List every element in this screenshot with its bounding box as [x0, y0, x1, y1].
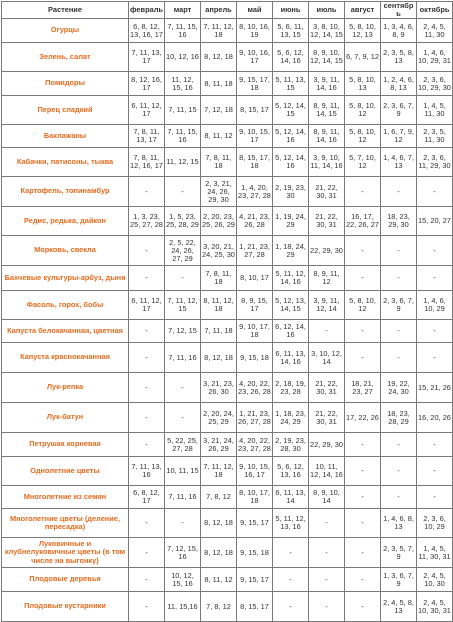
header-month: сентябрь	[381, 2, 417, 19]
day-cell: 8, 15, 17	[237, 96, 273, 125]
day-cell: -	[129, 343, 165, 373]
day-cell: 6, 12, 14, 16	[273, 320, 309, 343]
day-cell: 7, 8, 11, 18	[201, 266, 237, 291]
day-cell: -	[309, 592, 345, 622]
day-cell: 5, 6, 12, 14, 16	[273, 43, 309, 72]
day-cell: 21, 22, 30, 31	[309, 373, 345, 403]
day-cell: 5, 8, 10, 12	[345, 125, 381, 148]
day-cell: 6, 11, 12, 17	[129, 96, 165, 125]
day-cell: 2, 20, 24, 25, 29	[201, 403, 237, 433]
day-cell: 5, 11, 12, 14, 16	[273, 266, 309, 291]
day-cell: 7, 11, 13, 17	[129, 43, 165, 72]
table-row	[2, 207, 453, 236]
day-cell: -	[129, 538, 165, 568]
day-cell: -	[381, 457, 417, 486]
day-cell: 4, 21, 23, 26, 28	[237, 207, 273, 236]
day-cell: 1, 4, 6, 8, 13	[381, 509, 417, 538]
day-cell: 1, 3, 6, 7, 9	[381, 568, 417, 592]
day-cell: -	[165, 177, 201, 207]
day-cell: 8, 12, 18	[201, 43, 237, 72]
day-cell: 2, 4, 5, 8, 13	[381, 592, 417, 622]
day-cell: 8, 9, 11, 12	[309, 266, 345, 291]
day-cell: -	[417, 236, 453, 266]
day-cell: 8, 12, 18	[201, 538, 237, 568]
day-cell: 2, 5, 22, 24, 26, 27, 29	[165, 236, 201, 266]
day-cell: -	[129, 236, 165, 266]
day-cell: -	[381, 236, 417, 266]
day-cell: 2, 4, 5, 10, 30	[417, 568, 453, 592]
table-row	[2, 177, 453, 207]
day-cell: 1, 18, 24, 29	[273, 236, 309, 266]
table-row	[2, 343, 453, 373]
table-row	[2, 592, 453, 622]
header-month: июль	[309, 2, 345, 19]
table-row	[2, 433, 453, 457]
day-cell: 5, 12, 14, 16	[273, 125, 309, 148]
day-cell: -	[129, 373, 165, 403]
table-row	[2, 403, 453, 433]
day-cell: 8, 11, 12	[201, 125, 237, 148]
day-cell: -	[345, 486, 381, 509]
day-cell: 9, 15, 18	[237, 538, 273, 568]
table-row	[2, 148, 453, 177]
day-cell: 7, 11, 15, 16	[165, 125, 201, 148]
day-cell: 7, 11, 16	[165, 486, 201, 509]
day-cell: -	[273, 568, 309, 592]
day-cell: 1, 5, 23, 25, 28, 29	[165, 207, 201, 236]
header-month: май	[237, 2, 273, 19]
day-cell: 5, 12, 13, 14, 15	[273, 291, 309, 320]
day-cell: 7, 11, 15, 16	[165, 19, 201, 43]
day-cell: 5, 11, 12, 13, 16	[273, 509, 309, 538]
day-cell: 1, 3, 23, 25, 27, 28	[129, 207, 165, 236]
day-cell: -	[273, 592, 309, 622]
day-cell: 5, 22, 25, 27, 28	[165, 433, 201, 457]
day-cell: -	[381, 433, 417, 457]
day-cell: 8, 9, 11, 14, 16	[309, 125, 345, 148]
day-cell: 2, 3, 6, 10, 29	[417, 509, 453, 538]
plant-name: Плодовые кустарники	[2, 592, 129, 622]
day-cell: 10, 12, 16	[165, 43, 201, 72]
day-cell: 7, 11, 13, 16	[129, 457, 165, 486]
plant-name: Баклажаны	[2, 125, 129, 148]
day-cell: 6, 11, 13, 14, 16	[273, 343, 309, 373]
day-cell: 6, 8, 12, 13, 16, 17	[129, 19, 165, 43]
day-cell: -	[129, 266, 165, 291]
plant-name: Многолетние цветы (деление, пересадка)	[2, 509, 129, 538]
day-cell: 21, 22, 30, 31	[309, 177, 345, 207]
day-cell: 7, 11, 16	[165, 343, 201, 373]
day-cell: -	[309, 320, 345, 343]
day-cell: 1, 4, 6, 7, 13	[381, 148, 417, 177]
day-cell: 2, 20, 23, 25, 26, 29	[201, 207, 237, 236]
table-row	[2, 291, 453, 320]
table-row	[2, 266, 453, 291]
day-cell: 5, 12, 14, 16	[273, 148, 309, 177]
day-cell: 18, 23, 29, 30	[381, 207, 417, 236]
table-row	[2, 486, 453, 509]
table-row	[2, 568, 453, 592]
day-cell: 5, 8, 10, 12	[345, 96, 381, 125]
table-row	[2, 96, 453, 125]
day-cell: 7, 11, 12, 15	[165, 291, 201, 320]
day-cell: -	[345, 509, 381, 538]
day-cell: 15, 21, 26	[417, 373, 453, 403]
day-cell: 8, 9, 15, 17	[237, 291, 273, 320]
day-cell: 11, 12, 15, 16	[165, 72, 201, 96]
day-cell: 5, 6, 12, 13, 16	[273, 457, 309, 486]
day-cell: 6, 11, 12, 17	[129, 291, 165, 320]
day-cell: -	[129, 568, 165, 592]
day-cell: 5, 12, 14, 15	[273, 96, 309, 125]
day-cell: 6, 7, 9, 12	[345, 43, 381, 72]
table-row	[2, 373, 453, 403]
day-cell: 1, 21, 23, 26, 27, 28	[237, 403, 273, 433]
day-cell: 9, 15, 18	[237, 343, 273, 373]
day-cell: 6, 11, 13, 14	[273, 486, 309, 509]
table-row	[2, 72, 453, 96]
day-cell: 8, 10, 17, 18	[237, 486, 273, 509]
day-cell: 7, 8, 11, 12, 16, 17	[129, 148, 165, 177]
day-cell: 9, 10, 15, 16, 17	[237, 457, 273, 486]
day-cell: 5, 6, 11, 13, 15	[273, 19, 309, 43]
day-cell: 8, 9, 10, 12, 14, 15	[309, 43, 345, 72]
day-cell: 2, 18, 19, 23, 28	[273, 373, 309, 403]
day-cell: -	[165, 403, 201, 433]
day-cell: -	[345, 433, 381, 457]
day-cell: 8, 10, 17	[237, 266, 273, 291]
day-cell: -	[165, 373, 201, 403]
day-cell: -	[309, 538, 345, 568]
day-cell: 11, 15,16	[165, 592, 201, 622]
day-cell: 2, 3, 5, 8, 13	[381, 43, 417, 72]
day-cell: -	[345, 320, 381, 343]
day-cell: 8, 12, 18	[201, 343, 237, 373]
plant-name: Петрушка корневая	[2, 433, 129, 457]
day-cell: 5, 11, 13, 15	[273, 72, 309, 96]
day-cell: 19, 22, 24, 30	[381, 373, 417, 403]
plant-name: Огурцы	[2, 19, 129, 43]
day-cell: 8, 15, 17	[237, 592, 273, 622]
day-cell: 5, 8, 10, 12, 13	[345, 19, 381, 43]
day-cell: 3, 8, 10, 12, 14, 15	[309, 19, 345, 43]
day-cell: 4, 20, 22, 23, 26, 28	[237, 373, 273, 403]
day-cell: -	[309, 509, 345, 538]
day-cell: 2, 3, 6, 11, 29, 30	[417, 148, 453, 177]
plant-name: Однолетние цветы	[2, 457, 129, 486]
plant-name: Бахчевые культуры-арбуз, дыня	[2, 266, 129, 291]
day-cell: 2, 3, 6, 10, 29, 30	[417, 72, 453, 96]
day-cell: 3, 20, 21, 24, 25, 30	[201, 236, 237, 266]
day-cell: 8, 10, 16, 19	[237, 19, 273, 43]
day-cell: 7, 11, 15	[165, 96, 201, 125]
header-month: июнь	[273, 2, 309, 19]
day-cell: 2, 4, 5, 10, 30, 31	[417, 592, 453, 622]
day-cell: -	[417, 433, 453, 457]
day-cell: 3, 9, 11, 12, 14	[309, 291, 345, 320]
plant-name: Помидоры	[2, 72, 129, 96]
day-cell: 3, 10, 12, 14	[309, 343, 345, 373]
plant-name: Лук-репка	[2, 373, 129, 403]
day-cell: 9, 10, 17, 18	[237, 320, 273, 343]
day-cell: -	[165, 266, 201, 291]
day-cell: 3, 21, 23, 26, 30	[201, 373, 237, 403]
day-cell: 3, 9, 11, 14, 16	[309, 72, 345, 96]
day-cell: 15, 20, 27	[417, 207, 453, 236]
header-month: март	[165, 2, 201, 19]
table-row	[2, 457, 453, 486]
day-cell: -	[129, 592, 165, 622]
day-cell: -	[129, 433, 165, 457]
day-cell: 5, 8, 10, 13	[345, 72, 381, 96]
day-cell: 2, 19, 23, 28, 30	[273, 433, 309, 457]
day-cell: 10, 11, 12, 14, 16	[309, 457, 345, 486]
day-cell: -	[381, 320, 417, 343]
plant-name: Перец сладкий	[2, 96, 129, 125]
day-cell: 7, 12, 18	[201, 96, 237, 125]
day-cell: 1, 2, 4, 6, 8, 13	[381, 72, 417, 96]
day-cell: 1, 4, 6, 10, 29, 31	[417, 43, 453, 72]
day-cell: -	[345, 592, 381, 622]
header-plant: Растение	[2, 2, 129, 19]
day-cell: 8, 12, 18	[201, 509, 237, 538]
day-cell: 5, 8, 10, 12	[345, 291, 381, 320]
day-cell: 22, 29, 30	[309, 236, 345, 266]
day-cell: -	[129, 403, 165, 433]
day-cell: 8, 9, 10, 14	[309, 486, 345, 509]
day-cell: 7, 11, 18	[201, 320, 237, 343]
plant-name: Кабачки, патисоны, тыква	[2, 148, 129, 177]
day-cell: 7, 8, 11, 18	[201, 148, 237, 177]
table-row	[2, 320, 453, 343]
day-cell: 22, 29, 30	[309, 433, 345, 457]
day-cell: 16, 20, 26	[417, 403, 453, 433]
header-month: октябрь	[417, 2, 453, 19]
day-cell: -	[417, 266, 453, 291]
day-cell: -	[345, 343, 381, 373]
table-row	[2, 538, 453, 568]
day-cell: 18, 23, 28, 29	[381, 403, 417, 433]
day-cell: 8, 11, 18	[201, 72, 237, 96]
plant-name: Луковичные и клубнелуковичные цветы (в том числе на выгонку)	[2, 538, 129, 568]
day-cell: -	[417, 320, 453, 343]
table-row	[2, 19, 453, 43]
day-cell: 6, 8, 12, 17	[129, 486, 165, 509]
day-cell: 2, 4, 5, 11, 30	[417, 19, 453, 43]
day-cell: -	[381, 266, 417, 291]
day-cell: 11, 12, 15	[165, 148, 201, 177]
day-cell: 5, 7, 10, 12	[345, 148, 381, 177]
table-row	[2, 125, 453, 148]
table-row	[2, 509, 453, 538]
day-cell: 8, 15, 17, 18	[237, 148, 273, 177]
day-cell: 1, 4, 6, 10, 29	[417, 291, 453, 320]
day-cell: -	[129, 320, 165, 343]
day-cell: 10, 12, 15, 16	[165, 568, 201, 592]
plant-name: Многолетние из семян	[2, 486, 129, 509]
day-cell: 7, 8, 12	[201, 486, 237, 509]
day-cell: 4, 20, 22, 23, 27, 28	[237, 433, 273, 457]
day-cell: 8, 9, 11, 14, 15	[309, 96, 345, 125]
day-cell: 9, 10, 15, 17	[237, 125, 273, 148]
day-cell: 3, 21, 24, 26, 29	[201, 433, 237, 457]
day-cell: 2, 3, 21, 24, 26, 29, 30	[201, 177, 237, 207]
day-cell: 9, 15, 17	[237, 568, 273, 592]
day-cell: 7, 11, 12, 18	[201, 19, 237, 43]
day-cell: 2, 3, 6, 7, 9	[381, 96, 417, 125]
day-cell: 21, 22, 30, 31	[309, 403, 345, 433]
day-cell: 1, 4, 20, 23, 27, 28	[237, 177, 273, 207]
day-cell: 9, 10, 16, 17	[237, 43, 273, 72]
day-cell: -	[345, 177, 381, 207]
table-body	[2, 19, 453, 622]
day-cell: 8, 12, 16, 17	[129, 72, 165, 96]
plant-name: Картофель, топинамбур	[2, 177, 129, 207]
header-month: апрель	[201, 2, 237, 19]
day-cell: -	[417, 343, 453, 373]
plant-name: Фасоль, горох, бобы	[2, 291, 129, 320]
day-cell: -	[345, 457, 381, 486]
header-month: февраль	[129, 2, 165, 19]
plant-name: Капуста краснокачанная	[2, 343, 129, 373]
day-cell: -	[309, 568, 345, 592]
header-row	[2, 2, 453, 19]
plant-name: Плодовые деревья	[2, 568, 129, 592]
day-cell: 21, 22, 30, 31	[309, 207, 345, 236]
plant-name: Лук-батун	[2, 403, 129, 433]
day-cell: 1, 3, 4, 6, 8, 9	[381, 19, 417, 43]
day-cell: 1, 4, 5, 11, 30	[417, 96, 453, 125]
day-cell: 2, 3, 6, 7, 9	[381, 291, 417, 320]
day-cell: 8, 11, 12, 18	[201, 291, 237, 320]
day-cell: 1, 4, 5, 11, 30, 31	[417, 538, 453, 568]
day-cell: -	[381, 486, 417, 509]
plant-name: Редис, редька, дайкон	[2, 207, 129, 236]
day-cell: 10, 11, 15	[165, 457, 201, 486]
day-cell: 1, 6, 7, 9, 12	[381, 125, 417, 148]
moon-calendar-table	[1, 1, 453, 622]
plant-name: Капуста белокачанная, цветная	[2, 320, 129, 343]
day-cell: 17, 22, 26	[345, 403, 381, 433]
header-month: август	[345, 2, 381, 19]
day-cell: -	[345, 568, 381, 592]
day-cell: 2, 3, 5, 7, 9	[381, 538, 417, 568]
day-cell: -	[345, 538, 381, 568]
day-cell: -	[273, 538, 309, 568]
day-cell: -	[417, 177, 453, 207]
day-cell: 3, 9, 10, 11, 14, 16	[309, 148, 345, 177]
day-cell: 7, 11, 12, 18	[201, 457, 237, 486]
day-cell: 7, 8, 11, 13, 17	[129, 125, 165, 148]
day-cell: 7, 8, 12	[201, 592, 237, 622]
day-cell: -	[345, 236, 381, 266]
day-cell: -	[417, 486, 453, 509]
day-cell: 18, 21, 23, 27	[345, 373, 381, 403]
day-cell: -	[417, 457, 453, 486]
table-row	[2, 236, 453, 266]
day-cell: 1, 18, 23, 24, 29	[273, 403, 309, 433]
table-row	[2, 43, 453, 72]
day-cell: 8, 11, 12	[201, 568, 237, 592]
day-cell: 16, 17, 22, 26, 27	[345, 207, 381, 236]
day-cell: 7, 12, 15, 16	[165, 538, 201, 568]
day-cell: -	[381, 343, 417, 373]
day-cell: 2, 3, 5, 11, 30	[417, 125, 453, 148]
day-cell: 2, 19, 23, 30	[273, 177, 309, 207]
day-cell: 9, 15, 17	[237, 509, 273, 538]
day-cell: -	[381, 177, 417, 207]
day-cell: 1, 21, 23, 27, 28	[237, 236, 273, 266]
day-cell: 7, 12, 15	[165, 320, 201, 343]
day-cell: -	[165, 509, 201, 538]
plant-name: Зелень, салат	[2, 43, 129, 72]
day-cell: -	[129, 177, 165, 207]
day-cell: 1, 19, 24, 29	[273, 207, 309, 236]
plant-name: Морковь, свекла	[2, 236, 129, 266]
day-cell: -	[129, 509, 165, 538]
day-cell: 9, 15, 17, 18	[237, 72, 273, 96]
day-cell: -	[345, 266, 381, 291]
